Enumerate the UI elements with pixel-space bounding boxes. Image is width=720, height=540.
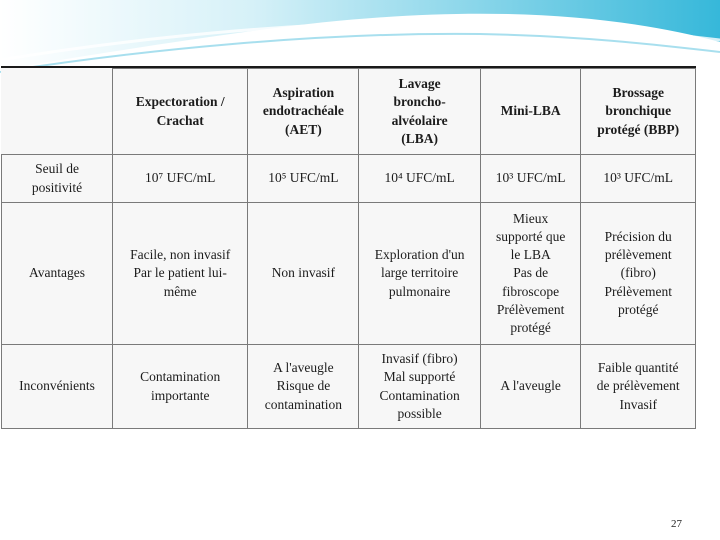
- header-lba: Lavage broncho- alvéolaire (LBA): [359, 69, 480, 155]
- header-mini-lba: Mini-LBA: [480, 69, 581, 155]
- row-label-avantages: Avantages: [2, 203, 113, 345]
- table-cell: 10³ UFC/mL: [581, 155, 696, 203]
- table-cell: 10³ UFC/mL: [480, 155, 581, 203]
- table-row-inconvenients: [2, 345, 696, 429]
- table-cell: Exploration d'un large territoire pulmonaire: [359, 203, 480, 345]
- header-empty-cell: [2, 69, 113, 155]
- table-cell: Mieux supporté que le LBA Pas de fibroscope Prélèvement protégé: [480, 203, 581, 345]
- table-cell: A l'aveugle: [480, 345, 581, 429]
- row-label-inconvenients: Inconvénients: [2, 345, 113, 429]
- header-aet: Aspiration endotrachéale (AET): [248, 69, 359, 155]
- table-cell: 10⁵ UFC/mL: [248, 155, 359, 203]
- table-cell: A l'aveugle Risque de contamination: [248, 345, 359, 429]
- table-row-avantages: [2, 203, 696, 345]
- table-cell: 10⁴ UFC/mL: [359, 155, 480, 203]
- table-cell: Contamination importante: [113, 345, 248, 429]
- table-cell: Faible quantité de prélèvement Invasif: [581, 345, 696, 429]
- table-cell: Invasif (fibro) Mal supporté Contamination possible: [359, 345, 480, 429]
- table-cell: Facile, non invasif Par le patient lui- même: [113, 203, 248, 345]
- table-cell: Précision du prélèvement (fibro) Prélèvement protégé: [581, 203, 696, 345]
- row-label-seuil: Seuil de positivité: [2, 155, 113, 203]
- header-bbp: Brossage bronchique protégé (BBP): [581, 69, 696, 155]
- table-cell: 10⁷ UFC/mL: [113, 155, 248, 203]
- comparison-table: [1, 66, 696, 428]
- table-row-seuil: [2, 155, 696, 203]
- table-cell: Non invasif: [248, 203, 359, 345]
- page-number: 27: [671, 518, 682, 530]
- header-expectoration: Expectoration / Crachat: [113, 69, 248, 155]
